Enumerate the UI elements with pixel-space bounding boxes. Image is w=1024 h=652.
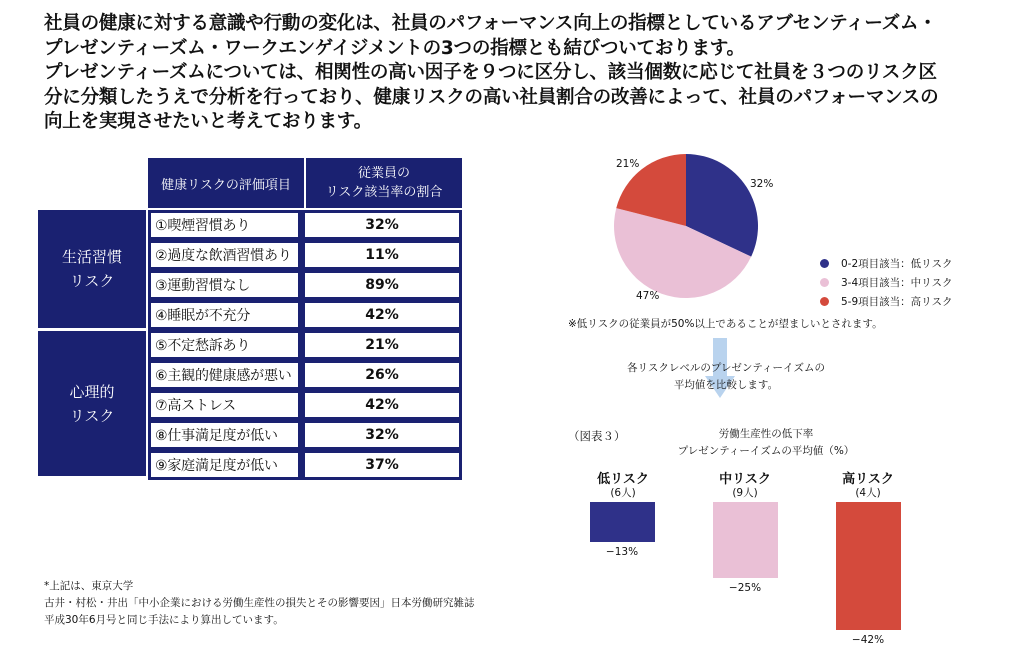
risk-item: ④睡眠が不充分: [151, 303, 298, 327]
risk-item: ⑥主観的健康感が悪い: [151, 363, 298, 387]
risk-rate: 32%: [305, 423, 459, 447]
risk-item: ⑧仕事満足度が低い: [151, 423, 298, 447]
legend-dot: [820, 278, 829, 287]
bar-category-label: 中リスク: [719, 472, 771, 487]
legend-item-mid: [820, 273, 952, 292]
bar-category-label: 低リスク: [597, 472, 649, 487]
header-rate: [306, 158, 462, 208]
group-label-line2: リスク: [69, 406, 115, 425]
group-psychological-risk: [38, 331, 146, 476]
figure-title-line1: 労働生産性の低下率: [718, 428, 814, 440]
bar: [713, 502, 778, 578]
group-label-line2: リスク: [69, 272, 115, 290]
risk-rate: 11%: [305, 243, 459, 267]
figure-title-line2: プレゼンティーイズムの平均値（%）: [677, 445, 855, 457]
legend-label: 0-2項目該当：低リスク: [841, 258, 953, 270]
compare-line1: 各リスクレベルのプレゼンティーイズムの: [627, 362, 825, 374]
footnote-line: 古井・村松・井出「中小企業における労働生産性の損失とその影響要因」日本労働研究雑誌: [44, 597, 475, 609]
risk-item: ③運動習慣なし: [151, 273, 298, 297]
risk-rate: 37%: [305, 453, 459, 477]
pie-label-low: 32%: [750, 178, 774, 190]
risk-rate: 32%: [305, 213, 459, 237]
risk-rate: 42%: [305, 303, 459, 327]
risk-rate: 21%: [305, 333, 459, 357]
risk-item: ①喫煙習慣あり: [151, 213, 298, 237]
group-lifestyle-risk: [38, 210, 146, 328]
bar: [590, 502, 655, 542]
intro-line: プレゼンティーズムについては、相関性の高い因子を９つに区分し、該当個数に応じて社員を３つのリスク区: [44, 62, 937, 83]
intro-line: 分に分類したうえで分析を行っており、健康リスクの高い社員割合の改善によって、社員のパフォーマンスの: [44, 86, 939, 108]
bar: [836, 502, 901, 630]
bar-category-label: 高リスク: [842, 472, 894, 487]
group-label-line1: 心理的: [69, 382, 115, 401]
legend-label: 5-9項目該当：高リスク: [841, 296, 953, 308]
group-label-line1: 生活習慣: [61, 248, 122, 266]
legend-item-low: [820, 254, 952, 273]
header-rate-line1: 従業員の: [357, 166, 410, 181]
bar-count-label: (4人): [855, 487, 881, 499]
risk-item: ⑨家庭満足度が低い: [151, 453, 298, 477]
legend-dot: [820, 259, 829, 268]
pie-legend: [820, 254, 952, 311]
pie-label-mid: 47%: [636, 290, 660, 302]
legend-dot: [820, 297, 829, 306]
header-rate-line2: リスク該当率の割合: [325, 185, 443, 200]
footnote-line: 平成30年6月号と同じ手法により算出しています。: [44, 614, 284, 626]
risk-table-header: [148, 158, 462, 208]
risk-rate: 42%: [305, 393, 459, 417]
risk-pie-chart: [606, 146, 766, 306]
risk-rate: 26%: [305, 363, 459, 387]
bar-value-label: −13%: [605, 545, 639, 558]
intro-line: 向上を実現させたいと考えております。: [44, 111, 372, 132]
bar-count-label: (9人): [732, 487, 758, 499]
bar-count-label: (6人): [610, 487, 636, 499]
risk-rate: 89%: [305, 273, 459, 297]
pie-note: ※低リスクの従業員が50%以上であることが望ましいとされます。: [568, 318, 883, 330]
figure-label: （図表３）: [568, 429, 626, 443]
risk-item: ⑦高ストレス: [151, 393, 298, 417]
footnote: [44, 578, 475, 629]
bar-value-label: −25%: [728, 582, 762, 595]
risk-item: ⑤不定愁訴あり: [151, 333, 298, 357]
intro-line: 社員の健康に対する意識や行動の変化は、社員のパフォーマンス向上の指標としているアブセンティーズム・: [44, 13, 937, 34]
footnote-line: *上記は、東京大学: [44, 580, 134, 592]
intro-line: プレゼンティーズム・ワークエンゲイジメントの3つの指標とも結びついております。: [44, 37, 745, 59]
legend-label: 3-4項目該当：中リスク: [841, 277, 953, 289]
intro-text: [44, 12, 1004, 135]
bar-value-label: −42%: [851, 634, 885, 646]
pie-label-high: 21%: [616, 158, 640, 170]
legend-item-high: [820, 292, 952, 311]
figure-title: [636, 426, 896, 460]
compare-line2: 平均値を比較します。: [673, 379, 779, 391]
compare-text: [606, 360, 846, 394]
header-item: 健康リスクの評価項目: [148, 158, 306, 208]
risk-item: ②過度な飲酒習慣あり: [151, 243, 298, 267]
